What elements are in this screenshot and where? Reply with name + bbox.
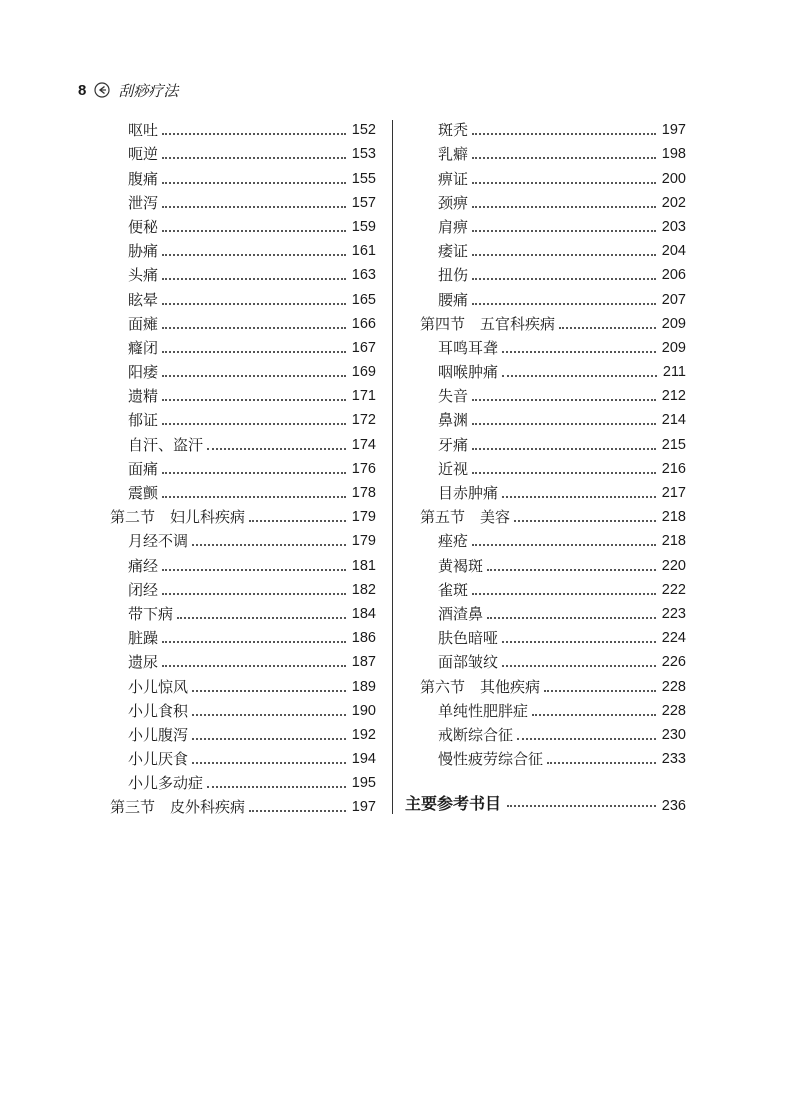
toc-entry[interactable] <box>420 650 686 674</box>
toc-entry-page: 211 <box>662 364 686 381</box>
toc-entry-page: 179 <box>351 533 376 550</box>
dot-leader <box>472 544 656 546</box>
toc-entry[interactable] <box>420 215 686 239</box>
toc-entry-title: 目赤肿痛 <box>438 484 499 502</box>
toc-section-heading[interactable] <box>420 674 686 698</box>
toc-entry-page: 161 <box>351 243 376 260</box>
toc-entry-title: 痹证 <box>438 169 469 188</box>
toc-entry-page: 197 <box>351 799 376 816</box>
toc-entry-title: 腹痛 <box>128 169 159 188</box>
dot-leader <box>162 327 346 329</box>
toc-entry-page: 157 <box>351 194 376 211</box>
toc-entry-title: 单纯性肥胖症 <box>438 701 529 720</box>
dot-leader <box>162 182 346 184</box>
toc-entry-page: 192 <box>351 726 376 743</box>
toc-entry-title: 雀斑 <box>438 580 469 599</box>
toc-entry-title: 第五节 美容 <box>420 508 511 527</box>
toc-entry-title: 闭经 <box>128 580 159 599</box>
toc-entry-title: 癃闭 <box>128 338 159 357</box>
toc-entry[interactable] <box>110 432 376 456</box>
dot-leader <box>192 738 346 740</box>
toc-entry-page: 189 <box>351 678 376 695</box>
toc-entry-title: 面痛 <box>128 459 159 478</box>
toc-entry-title: 郁证 <box>128 411 159 430</box>
dot-leader <box>162 133 346 135</box>
toc-section-heading[interactable] <box>420 312 686 336</box>
toc-entry-title: 呕吐 <box>128 121 159 140</box>
toc-entry-title: 乳癖 <box>438 145 469 164</box>
page-number: 8 <box>78 81 87 99</box>
toc-entry-page: 207 <box>661 291 686 308</box>
toc-entry[interactable] <box>420 553 686 577</box>
dot-leader <box>544 690 656 692</box>
toc-entry-page: 220 <box>661 557 686 574</box>
toc-entry-title: 月经不调 <box>128 532 189 551</box>
toc-entry[interactable] <box>420 723 686 747</box>
dot-leader <box>162 157 346 159</box>
dot-leader <box>472 423 656 425</box>
toc-entry-page: 171 <box>351 388 376 405</box>
dot-leader <box>472 133 656 135</box>
toc-entry-page: 214 <box>661 412 686 429</box>
dot-leader <box>162 303 346 305</box>
toc-entry[interactable] <box>420 481 686 505</box>
toc-entry-title: 痛经 <box>128 556 159 575</box>
toc-entry-page: 195 <box>351 775 376 792</box>
dot-leader <box>162 351 346 353</box>
toc-entry-page: 202 <box>661 194 686 211</box>
toc-entry[interactable] <box>110 650 376 674</box>
toc-entry-title: 遗精 <box>128 387 159 406</box>
toc-entry-page: 216 <box>661 460 686 477</box>
toc-entry-title: 黄褐斑 <box>438 556 484 575</box>
toc-entry-page: 169 <box>351 364 376 381</box>
toc-entry-title: 肤色暗哑 <box>438 629 499 648</box>
dot-leader <box>472 182 656 184</box>
dot-leader <box>162 278 346 280</box>
toc-entry-title: 胁痛 <box>128 242 159 261</box>
toc-entry-page: 230 <box>661 726 686 743</box>
dot-leader <box>162 569 346 571</box>
dot-leader <box>472 448 656 450</box>
toc-entry-title: 牙痛 <box>438 435 469 454</box>
toc-entry-page: 184 <box>351 605 376 622</box>
book-title: 刮痧疗法 <box>118 81 179 100</box>
toc-entry-page: 209 <box>661 315 686 332</box>
toc-entry-page: 206 <box>661 267 686 284</box>
toc-entry[interactable] <box>110 166 376 190</box>
toc-entry-page: 224 <box>661 630 686 647</box>
toc-entry-page: 226 <box>661 654 686 671</box>
toc-entry-page: 218 <box>661 509 686 526</box>
toc-entry-title: 扭伤 <box>438 266 469 285</box>
toc-entry[interactable] <box>110 553 376 577</box>
toc-entry-title: 便秘 <box>128 217 159 236</box>
toc-entry-title: 小儿厌食 <box>128 750 189 769</box>
toc-entry-title: 慢性疲劳综合征 <box>438 750 544 769</box>
toc-left-column <box>110 118 376 819</box>
toc-entry-title: 咽喉肿痛 <box>438 363 499 382</box>
column-divider <box>392 120 393 814</box>
dot-leader <box>162 375 346 377</box>
dot-leader <box>487 569 656 571</box>
toc-entry[interactable] <box>420 699 686 723</box>
toc-entry[interactable] <box>420 263 686 287</box>
toc-entry[interactable] <box>110 215 376 239</box>
toc-entry-title: 主要参考书目 <box>405 794 502 813</box>
dot-leader <box>177 617 346 619</box>
toc-entry[interactable] <box>110 384 376 408</box>
toc-entry-page: 222 <box>661 581 686 598</box>
dot-leader <box>502 351 656 353</box>
toc-entry-page: 223 <box>661 605 686 622</box>
toc-entry-page: 217 <box>661 485 686 501</box>
toc-entry[interactable] <box>110 336 376 360</box>
dot-leader <box>547 762 656 764</box>
toc-entry-title: 失音 <box>438 387 469 406</box>
toc-entry-title: 小儿多动症 <box>128 774 204 793</box>
toc-entry-page: 153 <box>351 146 376 163</box>
toc-entry-page: 163 <box>351 267 376 284</box>
toc-entry[interactable] <box>420 626 686 650</box>
toc-right-column <box>420 118 686 771</box>
toc-entry-title: 脏躁 <box>128 629 159 648</box>
dot-leader <box>162 472 346 474</box>
dot-leader <box>162 665 346 667</box>
toc-entry-title: 鼻渊 <box>438 411 469 430</box>
toc-entry-title: 阳痿 <box>128 363 159 382</box>
dot-leader <box>249 810 346 812</box>
toc-entry-page: 236 <box>661 798 686 814</box>
dot-leader <box>472 303 656 305</box>
toc-entry[interactable] <box>420 287 686 311</box>
toc-entry[interactable] <box>420 578 686 602</box>
dot-leader <box>514 520 656 522</box>
toc-entry-title: 痿证 <box>438 242 469 261</box>
dot-leader <box>487 617 656 619</box>
toc-entry[interactable] <box>110 699 376 723</box>
toc-entry[interactable] <box>420 191 686 215</box>
toc-entry[interactable] <box>110 457 376 481</box>
toc-entry[interactable] <box>110 191 376 215</box>
toc-entry-title: 自汗、盗汗 <box>128 435 204 454</box>
toc-entry[interactable] <box>420 602 686 626</box>
toc-entry[interactable] <box>110 118 376 142</box>
toc-entry[interactable] <box>110 771 376 795</box>
toc-entry-title: 面瘫 <box>128 314 159 333</box>
toc-entry-page: 187 <box>351 654 376 671</box>
dot-leader <box>502 375 657 377</box>
toc-entry-page: 178 <box>351 485 376 501</box>
toc-entry[interactable] <box>420 408 686 432</box>
toc-entry-page: 166 <box>351 315 376 332</box>
dot-leader <box>559 327 656 329</box>
toc-entry-page: 203 <box>661 218 686 235</box>
toc-entry-page: 159 <box>351 218 376 235</box>
toc-entry[interactable] <box>420 432 686 456</box>
toc-entry-page: 174 <box>351 436 376 453</box>
toc-entry[interactable] <box>110 263 376 287</box>
toc-entry[interactable] <box>110 674 376 698</box>
toc-entry-title: 酒渣鼻 <box>438 604 484 623</box>
toc-entry-title: 颈痹 <box>438 193 469 212</box>
toc-entry[interactable] <box>110 142 376 166</box>
toc-entry[interactable] <box>110 529 376 553</box>
toc-entry-title: 小儿腹泻 <box>128 725 189 744</box>
toc-section-heading[interactable] <box>110 795 376 819</box>
toc-entry-page: 155 <box>351 170 376 187</box>
dot-leader <box>472 472 656 474</box>
toc-entry-title: 头痛 <box>128 266 159 285</box>
toc-entry-title: 遗尿 <box>128 653 159 672</box>
toc-entry-title: 小儿惊风 <box>128 677 189 696</box>
dot-leader <box>532 714 656 716</box>
toc-entry[interactable] <box>420 118 686 142</box>
toc-entry[interactable] <box>420 166 686 190</box>
dot-leader <box>517 738 656 740</box>
toc-entry-page: 218 <box>661 533 686 550</box>
dot-leader <box>162 423 346 425</box>
toc-section-heading[interactable] <box>420 505 686 529</box>
dot-leader <box>249 520 346 522</box>
toc-entry-page: 194 <box>351 751 376 768</box>
toc-entry-title: 带下病 <box>128 604 174 623</box>
dot-leader <box>472 206 656 208</box>
dot-leader <box>207 448 346 450</box>
toc-entry-page: 182 <box>351 581 376 598</box>
toc-entry[interactable] <box>110 747 376 771</box>
toc-entry[interactable] <box>110 287 376 311</box>
arrow-left-circle-icon <box>94 82 110 98</box>
toc-entry-title: 痤疮 <box>438 532 469 551</box>
dot-leader <box>162 206 346 208</box>
toc-entry-title: 第六节 其他疾病 <box>420 677 541 696</box>
toc-entry-title: 第四节 五官科疾病 <box>420 314 556 333</box>
toc-entry-page: 167 <box>351 339 376 356</box>
toc-entry[interactable] <box>110 626 376 650</box>
toc-entry-page: 181 <box>351 557 376 574</box>
toc-entry-title: 呃逆 <box>128 145 159 164</box>
toc-entry[interactable] <box>420 747 686 771</box>
toc-entry-title: 近视 <box>438 459 469 478</box>
dot-leader <box>192 544 346 546</box>
toc-entry-page: 152 <box>351 122 376 139</box>
dot-leader <box>502 496 656 498</box>
dot-leader <box>502 641 656 643</box>
toc-entry[interactable] <box>110 578 376 602</box>
dot-leader <box>162 254 346 256</box>
toc-entry-page: 233 <box>661 751 686 768</box>
toc-entry-page: 165 <box>351 291 376 308</box>
toc-entry-title: 肩痹 <box>438 217 469 236</box>
dot-leader <box>472 399 656 401</box>
dot-leader <box>192 690 346 692</box>
dot-leader <box>472 254 656 256</box>
dot-leader <box>162 399 346 401</box>
toc-entry-page: 228 <box>661 678 686 695</box>
toc-entry-title: 第二节 妇儿科疾病 <box>110 508 246 527</box>
dot-leader <box>162 230 346 232</box>
toc-entry[interactable] <box>420 336 686 360</box>
toc-entry[interactable] <box>420 529 686 553</box>
toc-entry-title: 腰痛 <box>438 290 469 309</box>
toc-section-heading[interactable] <box>110 505 376 529</box>
toc-entry-page: 215 <box>661 436 686 453</box>
toc-entry-page: 200 <box>661 170 686 187</box>
toc-entry-page: 172 <box>351 412 376 429</box>
toc-entry[interactable] <box>110 360 376 384</box>
toc-entry-page: 212 <box>661 388 686 405</box>
toc-entry-page: 228 <box>661 702 686 719</box>
dot-leader <box>162 593 346 595</box>
toc-entry[interactable] <box>420 384 686 408</box>
dot-leader <box>507 805 656 807</box>
toc-entry[interactable] <box>110 481 376 505</box>
toc-entry[interactable] <box>110 723 376 747</box>
dot-leader <box>502 665 656 667</box>
dot-leader <box>162 496 346 498</box>
toc-entry-page: 209 <box>661 339 686 356</box>
toc-entry-page: 186 <box>351 630 376 647</box>
dot-leader <box>192 714 346 716</box>
toc-entry[interactable] <box>420 142 686 166</box>
toc-entry-title: 斑秃 <box>438 121 469 140</box>
toc-entry[interactable] <box>110 239 376 263</box>
toc-entry[interactable] <box>420 457 686 481</box>
toc-entry-page: 198 <box>661 146 686 163</box>
toc-entry-title: 面部皱纹 <box>438 653 499 672</box>
toc-entry[interactable] <box>420 360 686 384</box>
dot-leader <box>472 278 656 280</box>
toc-entry[interactable] <box>110 312 376 336</box>
toc-entry-title: 震颤 <box>128 484 159 502</box>
toc-entry-title: 耳鸣耳聋 <box>438 338 499 357</box>
running-header <box>78 78 178 102</box>
dot-leader <box>207 786 346 788</box>
toc-entry-title: 泄泻 <box>128 193 159 212</box>
toc-entry-page: 179 <box>351 509 376 526</box>
toc-entry-title: 小儿食积 <box>128 701 189 720</box>
toc-entry-bibliography[interactable] <box>405 790 686 814</box>
toc-entry[interactable] <box>110 602 376 626</box>
dot-leader <box>162 641 346 643</box>
toc-entry[interactable] <box>110 408 376 432</box>
dot-leader <box>472 230 656 232</box>
toc-entry-title: 戒断综合征 <box>438 725 514 744</box>
dot-leader <box>472 593 656 595</box>
toc-entry-page: 204 <box>661 243 686 260</box>
toc-entry-page: 197 <box>661 122 686 139</box>
toc-entry-title: 眩晕 <box>128 290 159 309</box>
toc-entry[interactable] <box>420 239 686 263</box>
toc-entry-page: 176 <box>351 460 376 477</box>
dot-leader <box>472 157 656 159</box>
toc-entry-title: 第三节 皮外科疾病 <box>110 798 246 817</box>
dot-leader <box>192 762 346 764</box>
toc-entry-page: 190 <box>351 702 376 719</box>
